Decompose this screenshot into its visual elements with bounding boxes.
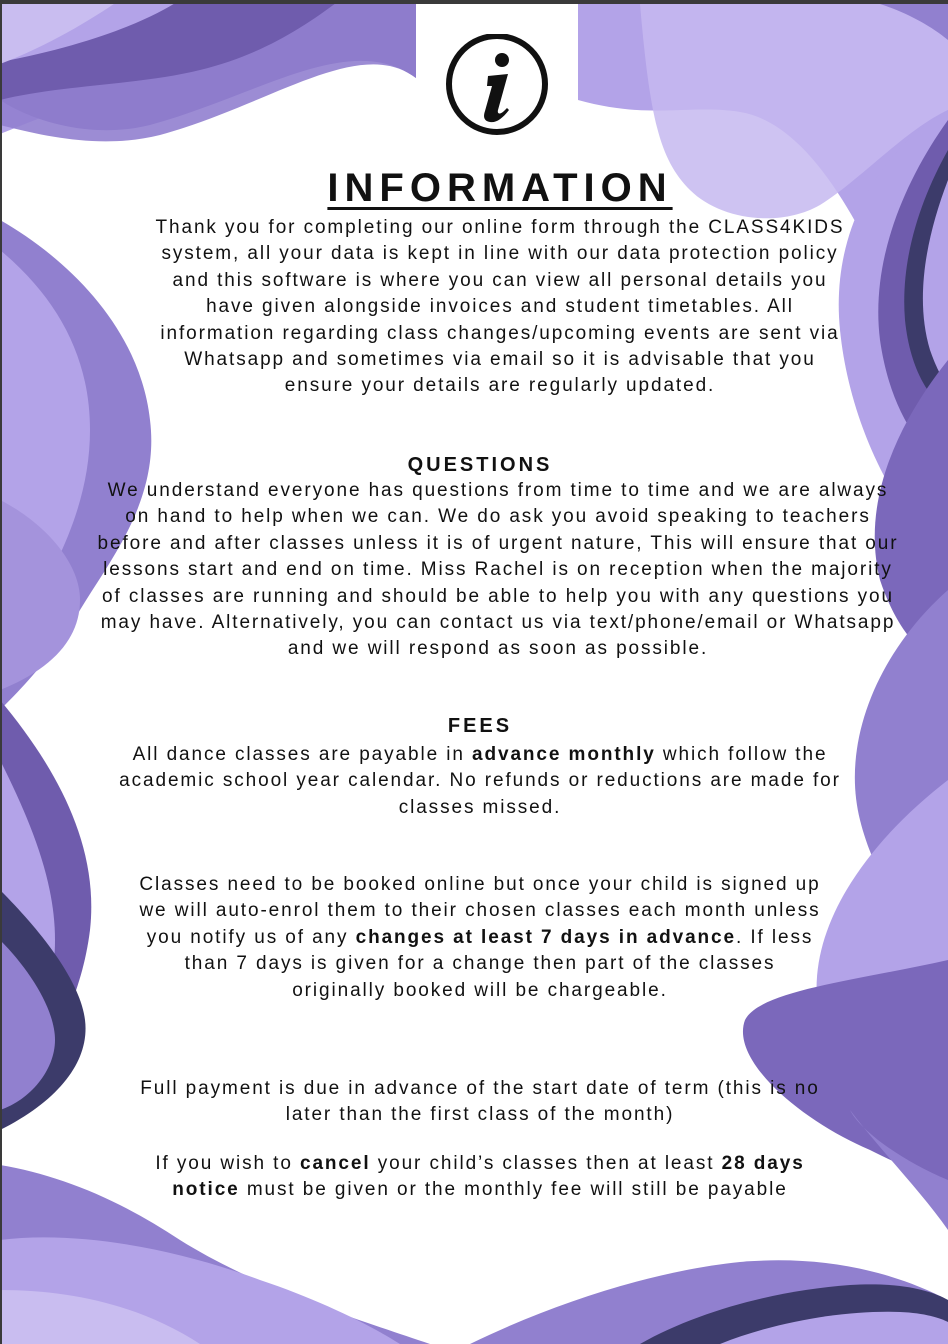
- page-title: INFORMATION: [327, 166, 673, 210]
- fees-paragraph-4: If you wish to cancel your child’s classes then at least 28 days notice must be given or the monthly fee will still be payable: [155, 1153, 805, 1201]
- questions-heading: QUESTIONS: [407, 454, 553, 476]
- questions-paragraph: We understand everyone has questions from time to time and we are always on hand to help when we can. We do ask you avoid speaking to teachers before and after classes unless it is of urgent nature, This will ensure that our lessons start and end on time. Miss Rachel is on reception when the majority of classes are running and should be able to help you with any questions you may have. Alternatively, you can contact us via text/phone/email or Whatsapp and we will respond as soon as possible.: [97, 480, 899, 660]
- fees-paragraph-3: Full payment is due in advance of the start date of term (this is no later than the first class of the month): [140, 1078, 820, 1126]
- intro-paragraph: Thank you for completing our online form through the CLASS4KIDS system, all your data is kept in line with our data protection policy and this software is where you can view all personal details you have given alongside invoices and student timetables. All information regarding class changes/upcoming events are sent via Whatsapp and sometimes via email so it is advisable that you ensure your details are regularly updated.: [155, 217, 845, 397]
- fees-heading: FEES: [447, 715, 513, 737]
- fees-paragraph-2: Classes need to be booked online but once your child is signed up we will auto-enrol them to their chosen classes each month unless you notify us of any changes at least 7 days in advance. If less than 7 days is given for a change then part of the classes originally booked will be chargeable.: [139, 874, 821, 1001]
- info-circle-icon: [444, 34, 550, 140]
- fees-paragraph-1: All dance classes are payable in advance monthly which follow the academic school year calendar. No refunds or reductions are made for classes missed.: [119, 744, 841, 818]
